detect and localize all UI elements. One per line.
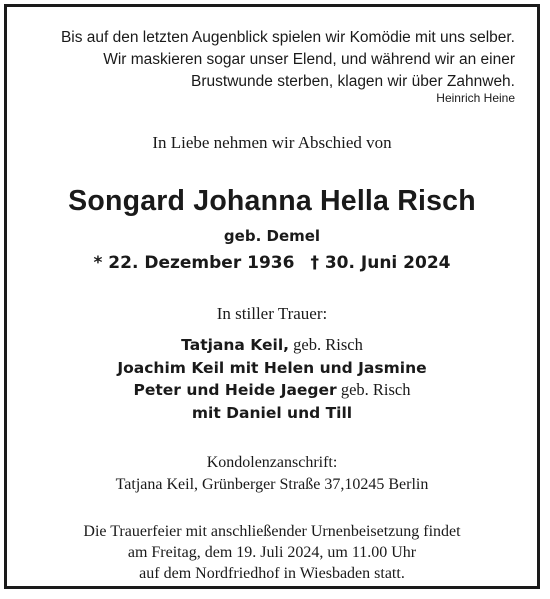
family-line — [7, 357, 537, 380]
maiden-name: geb. Demel — [223, 227, 321, 245]
family-name: Peter und Heide Jaeger — [133, 381, 337, 399]
quote-block — [35, 27, 515, 93]
family-list — [7, 334, 537, 424]
quote-author: Heinrich Heine — [436, 91, 515, 105]
funeral-line: auf dem Nordfriedhof in Wiesbaden statt. — [139, 565, 405, 582]
funeral-line: am Freitag, dem 19. Juli 2024, um 11.00 Uhr — [127, 544, 417, 561]
obituary-frame — [4, 4, 540, 589]
family-name: Joachim Keil mit Helen und Jasmine — [117, 358, 427, 377]
family-note: geb. Risch — [289, 335, 363, 354]
death-date: † 30. Juni 2024 — [310, 253, 451, 273]
funeral-line: Die Trauerfeier mit anschließender Urnenbeisetzung findet — [83, 523, 461, 540]
life-dates — [7, 253, 537, 273]
family-line — [7, 402, 537, 425]
deceased-name: Songard Johanna Hella Risch — [68, 185, 476, 217]
mourning-label: In stiller Trauer: — [216, 304, 328, 323]
family-line — [7, 334, 537, 357]
intro-text: In Liebe nehmen wir Abschied von — [152, 133, 392, 152]
condolence-address: Tatjana Keil, Grünberger Straße 37,10245 Berlin — [115, 476, 429, 493]
family-note: geb. Risch — [336, 380, 411, 399]
funeral-info — [7, 521, 537, 584]
quote-line: Bis auf den letzten Augenblick spielen wir Komödie mit uns selber. — [60, 29, 515, 46]
family-name: mit Daniel und Till — [191, 403, 353, 422]
quote-line: Wir maskieren sogar unser Elend, und während wir an einer — [103, 51, 515, 68]
condolence-label: Kondolenzanschrift: — [206, 454, 338, 471]
family-name: Tatjana Keil, — [181, 336, 290, 354]
birth-date: * 22. Dezember 1936 — [93, 253, 295, 273]
family-line — [7, 379, 537, 402]
condolence-block — [7, 452, 537, 496]
quote-line: Brustwunde sterben, klagen wir über Zahnweh. — [191, 73, 515, 90]
